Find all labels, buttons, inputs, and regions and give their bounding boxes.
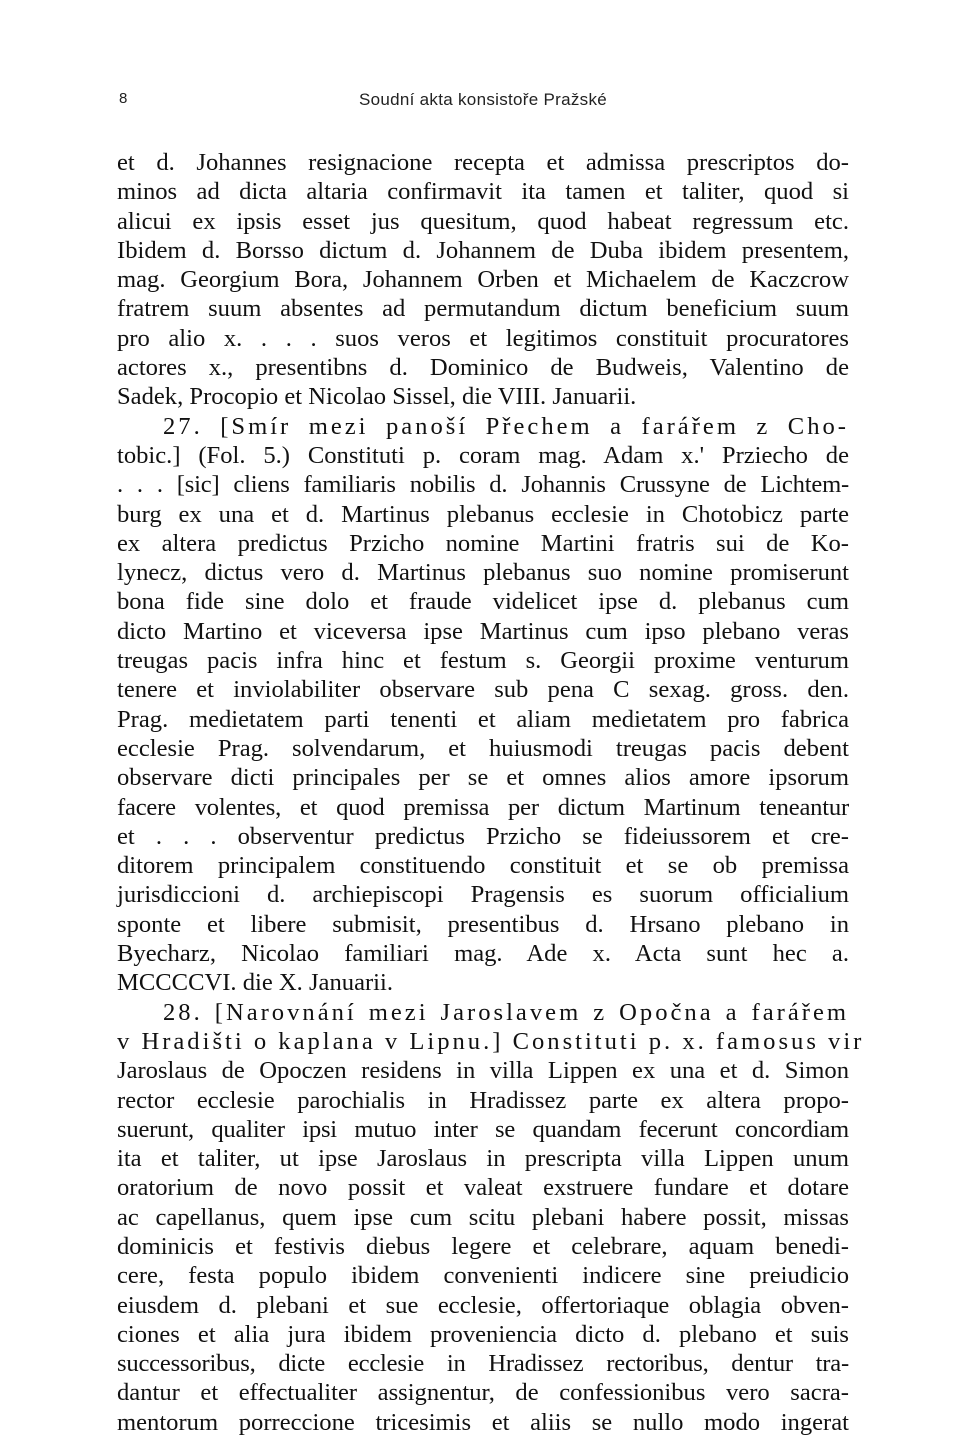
text-line: ac capellanus, quem ipse cum scitu plebani habere possit, missas [117,1203,849,1231]
text-line: fratrem suum absentes ad permutandum dictum beneficium suum [117,295,849,323]
document-page [117,0,865,1440]
text-line: observare dicti principales per se et omnes alios amore ipsorum [117,764,849,792]
text-line: facere volentes, et quod premissa per dictum Martinum teneantur [117,793,849,821]
text-line: ecclesie Prag. solvendarum, et huiusmodi treugas pacis debent [117,734,849,762]
text-line: jurisdiccioni d. archiepiscopi Pragensis es suorum officialium [117,881,849,909]
text-line: ditorem principalem constituendo constituit et se ob premissa [117,852,849,880]
text-line: suerunt, qualiter ipsi mutuo inter se quandam fecerunt concordiam [117,1115,849,1143]
text-line: mag. Georgium Bora, Johannem Orben et Michaelem de Kaczcrow [117,266,849,294]
text-line: Sadek, Procopio et Nicolao Sissel, die VIII. Januarii. [117,383,637,411]
text-line: dominicis et festivis diebus legere et celebrare, aquam benedi- [117,1232,849,1260]
text-line: Jaroslaus de Opoczen residens in villa Lippen ex una et d. Simon [117,1057,849,1085]
text-line: treugas pacis infra hinc et festum s. Georgii proxime venturum [117,647,849,675]
text-line: alicui ex ipsis esset jus quesitum, quod habeat regressum etc. [117,207,849,235]
text-line: pro alio x. . . . suos veros et legitimos constituit procuratores [117,324,849,352]
text-line: et . . . observentur predictus Przicho se fideiussorem et cre- [117,822,849,850]
running-title: Soudní akta konsistoře Pražské [358,90,608,109]
text-line: oratorium de novo possit et valeat exstruere fundare et dotare [117,1174,849,1202]
text-line: Prag. medietatem parti tenenti et aliam medietatem pro fabrica [117,705,849,733]
text-line: lynecz, dictus vero d. Martinus plebanus suo nomine promiserunt [117,559,849,587]
text-line: successoribus, dicte ecclesie in Hradissez rectoribus, dentur tra- [117,1350,849,1378]
text-line: dicto Martino et viceversa ipse Martinus cum ipso plebano veras [117,617,849,645]
text-line: tobic.] (Fol. 5.) Constituti p. coram mag. Adam x.' Prziecho de [117,441,849,469]
page-number: 8 [119,90,128,107]
body-text [117,148,865,1437]
text-line: ita et taliter, ut ipse Jaroslaus in prescripta villa Lippen unum [117,1145,849,1173]
text-line: mentorum porreccione tricesimis et aliis se nullo modo ingerat [117,1408,849,1436]
text-line: burg ex una et d. Martinus plebanus ecclesie in Chotobicz parte [117,500,849,528]
text-line: bona fide sine dolo et fraude videlicet ipse d. plebanus cum [117,588,849,616]
text-line: . . . [sic] cliens familiaris nobilis d. Johannis Crussyne de Lichtem- [117,471,849,499]
text-line: Byecharz, Nicolao familiari mag. Ade x. Acta sunt hec a. [117,940,849,968]
text-line: eiusdem d. plebani et sue ecclesie, offertoriaque oblagia obven- [117,1291,849,1319]
text-line: et d. Johannes resignacione recepta et admissa prescriptos do- [117,149,849,176]
text-line: tenere et inviolabiliter observare sub pena C sexag. gross. den. [117,676,849,704]
text-line: cere, festa populo ibidem convenienti indicere sine preiudicio [117,1262,849,1290]
text-line: ex altera predictus Przicho nomine Martini fratris sui de Ko- [117,529,849,557]
running-header [117,90,849,114]
text-line: Ibidem d. Borsso dictum d. Johannem de Duba ibidem presentem, [117,236,849,264]
text-line: actores x., presentibns d. Dominico de Budweis, Valentino de [117,354,849,382]
text-line: sponte et libere submisit, presentibus d. Hrsano plebano in [117,910,849,938]
entry-heading-line: v Hradišti o kaplana v Lipnu.] Constituti p. x. famosus vir [117,1027,865,1055]
text-line: rector ecclesie parochialis in Hradissez parte ex altera propo- [117,1086,849,1114]
text-line: dantur et effectualiter assignentur, de confessionibus vero sacra- [117,1379,849,1407]
entry-heading-line: 28. [Narovnání mezi Jaroslavem z Opočna a farářem [163,998,849,1026]
entry-heading-line: 27. [Smír mezi panoší Přechem a farářem z Cho- [163,412,849,440]
text-line: MCCCCVI. die X. Januarii. [117,969,393,997]
text-line: ciones et alia jura ibidem proveniencia dicto d. plebano et suis [117,1320,849,1348]
text-line: minos ad dicta altaria confirmavit ita tamen et taliter, quod si [117,178,849,206]
